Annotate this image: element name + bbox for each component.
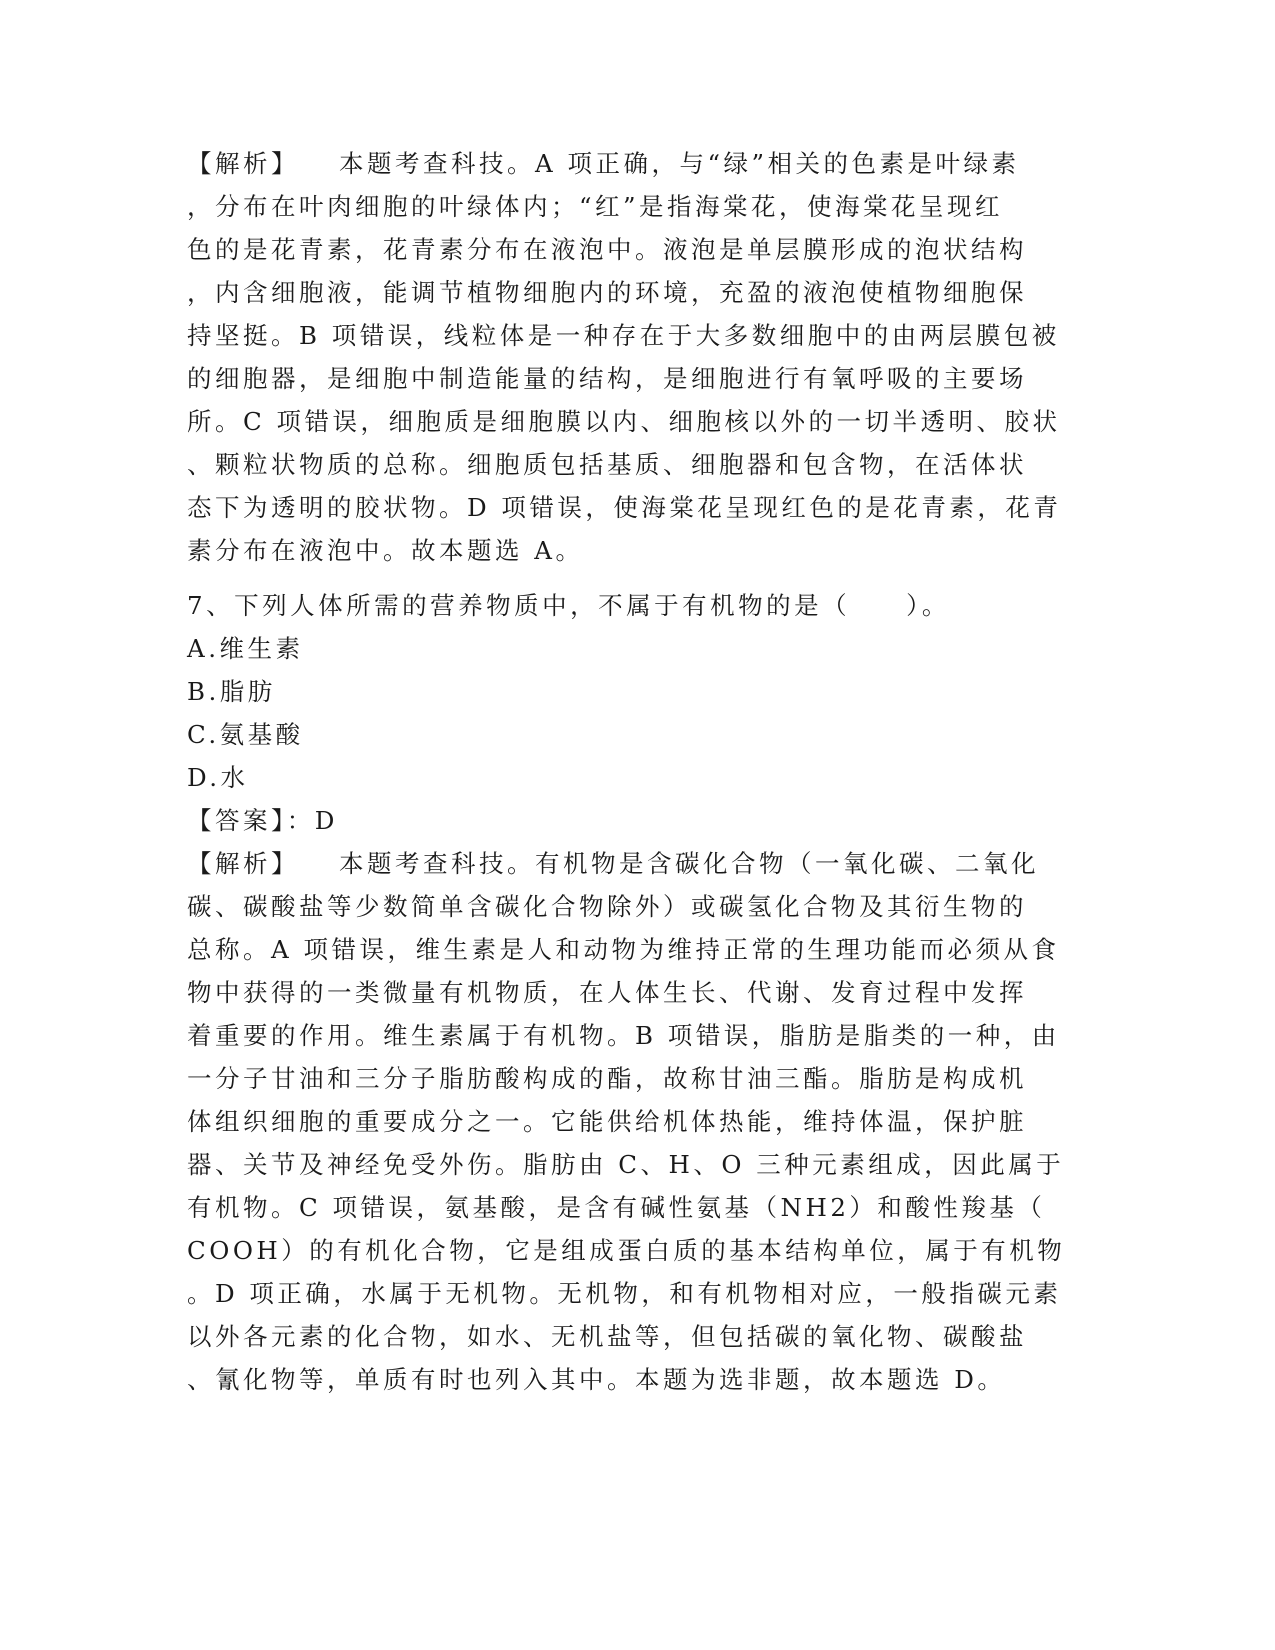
analysis-line: 。D 项正确，水属于无机物。无机物，和有机物相对应，一般指碳元素 xyxy=(187,1279,1062,1308)
analysis-section-q6 xyxy=(187,142,1077,572)
analysis-line: 有机物。C 项错误，氨基酸，是含有碱性氨基（NH2）和酸性羧基（ xyxy=(187,1193,1046,1222)
analysis-label: 【解析】 xyxy=(187,849,299,878)
answer-value: D xyxy=(314,806,338,835)
analysis-line: 体组织细胞的重要成分之一。它能供给机体热能，维持体温，保护脏 xyxy=(187,1107,1027,1136)
analysis-line: ，内含细胞液，能调节植物细胞内的环境，充盈的液泡使植物细胞保 xyxy=(187,278,1027,307)
analysis-line: 总称。A 项错误，维生素是人和动物为维持正常的生理功能而必须从食 xyxy=(187,935,1060,964)
question-stem: 7、下列人体所需的营养物质中，不属于有机物的是（ ）。 xyxy=(187,591,950,620)
option-a: A.维生素 xyxy=(187,634,304,663)
analysis-line: 所。C 项错误，细胞质是细胞膜以内、细胞核以外的一切半透明、胶状 xyxy=(187,407,1061,436)
analysis-line: 碳、碳酸盐等少数简单含碳化合物除外）或碳氢化合物及其衍生物的 xyxy=(187,892,1027,921)
analysis-line: ，分布在叶肉细胞的叶绿体内；“红”是指海棠花，使海棠花呈现红 xyxy=(187,192,1004,221)
answer-separator: ： xyxy=(286,806,315,835)
analysis-line: COOH）的有机化合物，它是组成蛋白质的基本结构单位，属于有机物 xyxy=(187,1236,1066,1265)
analysis-line: 、氰化物等，单质有时也列入其中。本题为选非题，故本题选 D。 xyxy=(187,1365,1006,1394)
analysis-line xyxy=(187,142,1077,185)
analysis-line: 持坚挺。B 项错误，线粒体是一种存在于大多数细胞中的由两层膜包被 xyxy=(187,321,1060,350)
document-content xyxy=(187,142,1077,1401)
analysis-line: 物中获得的一类微量有机物质，在人体生长、代谢、发育过程中发挥 xyxy=(187,978,1027,1007)
analysis-text: 本题考查科技。A 项正确，与“绿”相关的色素是叶绿素 xyxy=(339,149,1020,178)
analysis-line: 一分子甘油和三分子脂肪酸构成的酯，故称甘油三酯。脂肪是构成机 xyxy=(187,1064,1027,1093)
analysis-line: 以外各元素的化合物，如水、无机盐等，但包括碳的氧化物、碳酸盐 xyxy=(187,1322,1027,1351)
option-d: D.水 xyxy=(187,763,249,792)
analysis-line: 、颗粒状物质的总称。细胞质包括基质、细胞器和包含物，在活体状 xyxy=(187,450,1027,479)
option-b: B.脂肪 xyxy=(187,677,276,706)
analysis-line xyxy=(187,842,1077,885)
option-c: C.氨基酸 xyxy=(187,720,304,749)
question-7 xyxy=(187,584,1077,1401)
answer-line xyxy=(187,799,1077,842)
analysis-label: 【解析】 xyxy=(187,149,299,178)
analysis-line: 态下为透明的胶状物。D 项错误，使海棠花呈现红色的是花青素，花青 xyxy=(187,493,1062,522)
analysis-line: 器、关节及神经免受外伤。脂肪由 C、H、O 三种元素组成，因此属于 xyxy=(187,1150,1065,1179)
analysis-line: 着重要的作用。维生素属于有机物。B 项错误，脂肪是脂类的一种，由 xyxy=(187,1021,1060,1050)
analysis-text: 本题考查科技。有机物是含碳化合物（一氧化碳、二氧化 xyxy=(339,849,1039,878)
analysis-line: 的细胞器，是细胞中制造能量的结构，是细胞进行有氧呼吸的主要场 xyxy=(187,364,1027,393)
analysis-line: 色的是花青素，花青素分布在液泡中。液泡是单层膜形成的泡状结构 xyxy=(187,235,1027,264)
analysis-line: 素分布在液泡中。故本题选 A。 xyxy=(187,536,584,565)
answer-label: 【答案】 xyxy=(187,806,287,835)
